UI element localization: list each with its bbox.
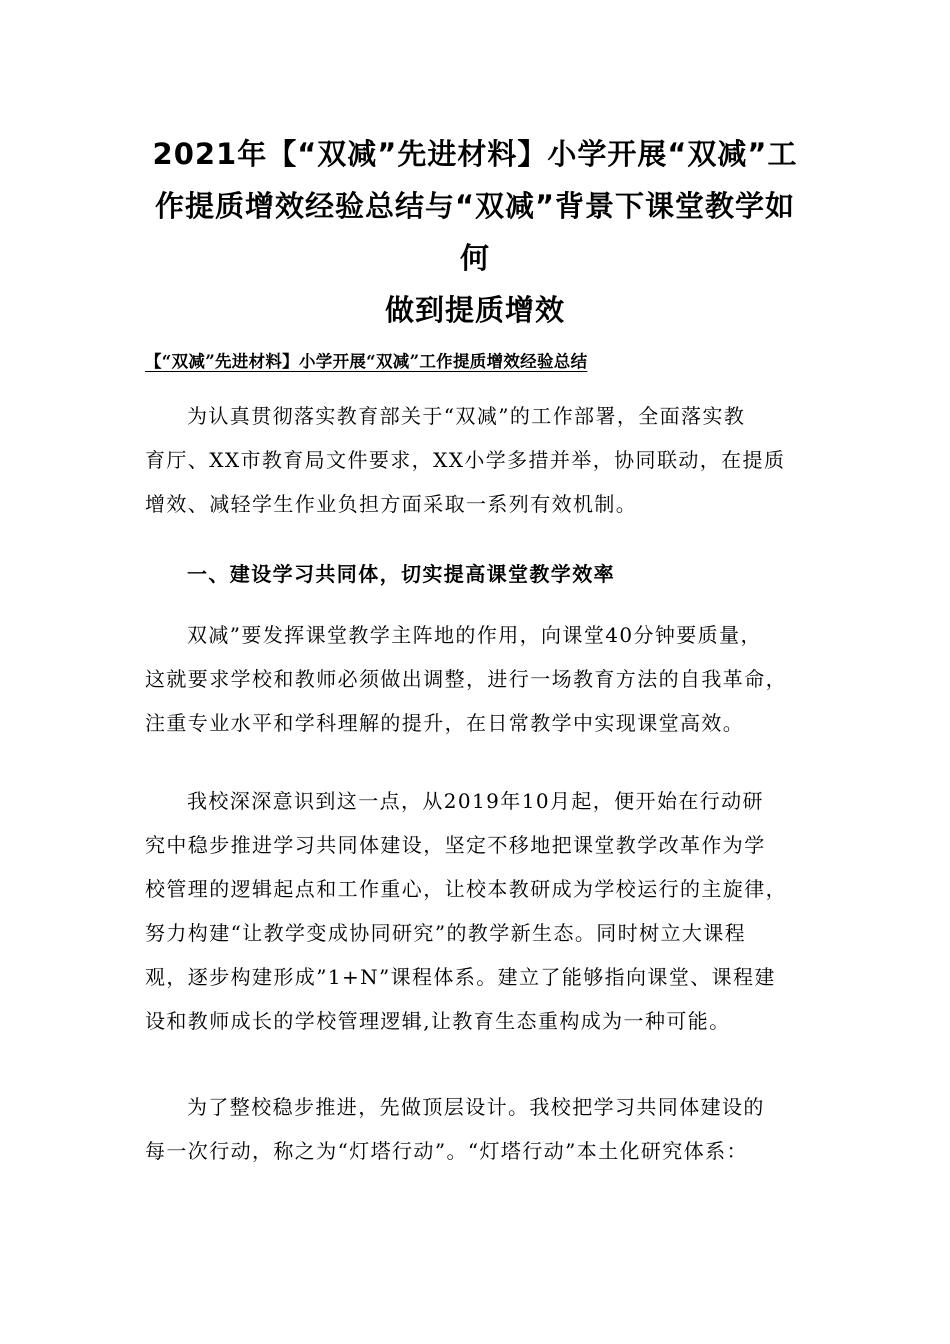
document-title	[140, 128, 810, 336]
paragraph-line: 观，逐步构建形成”1+N”课程体系。建立了能够指向课堂、课程建	[145, 965, 776, 989]
paragraph-line: 究中稳步推进学习共同体建设，坚定不移地把课堂教学改革作为学	[145, 833, 766, 857]
paragraph-line: 每一次行动，称之为“灯塔行动”。“灯塔行动”本土化研究体系：	[145, 1139, 748, 1163]
paragraph-line: 增效、减轻学生作业负担方面采取一系列有效机制。	[145, 492, 638, 516]
paragraph-line: 我校深深意识到这一点，从2019年10月起，便开始在行动研	[187, 789, 764, 813]
body-paragraph	[145, 613, 815, 745]
body-paragraph	[145, 779, 815, 1043]
paragraph-line: 为了整校稳步推进，先做顶层设计。我校把学习共同体建设的	[187, 1095, 765, 1119]
intro-paragraph	[145, 394, 815, 526]
section-subheading: 【“双减”先进材料】小学开展“双减”工作提质增效经验总结	[145, 352, 588, 371]
paragraph-line: 这就要求学校和教师必须做出调整，进行一场教育方法的自我革命，	[145, 667, 787, 691]
paragraph-line: 校管理的逻辑起点和工作重心，让校本教研成为学校运行的主旋律，	[145, 877, 787, 901]
title-line: 2021年【“双减”先进材料】小学开展“双减”工	[152, 137, 798, 171]
paragraph-line: 为认真贯彻落实教育部关于“双减”的工作部署，全面落实教	[187, 404, 746, 428]
paragraph-line: 双减”要发挥课堂教学主阵地的作用，向课堂40分钟要质量，	[187, 623, 762, 647]
body-paragraph	[145, 1085, 815, 1173]
paragraph-line: 设和教师成长的学校管理逻辑,让教育生态重构成为一种可能。	[145, 1009, 731, 1033]
section-heading: 一、建设学习共同体，切实提高课堂教学效率	[187, 562, 615, 586]
paragraph-line: 育厅、XX市教育局文件要求，XX小学多措并举，协同联动，在提质	[145, 448, 786, 472]
paragraph-line: 注重专业水平和学科理解的提升，在日常教学中实现课堂高效。	[145, 711, 745, 735]
title-line: 做到提质增效	[384, 293, 565, 327]
paragraph-line: 努力构建“让教学变成协同研究”的教学新生态。同时树立大课程	[145, 921, 747, 945]
title-line: 作提质增效经验总结与“双减”背景下课堂教学如何	[154, 189, 796, 275]
